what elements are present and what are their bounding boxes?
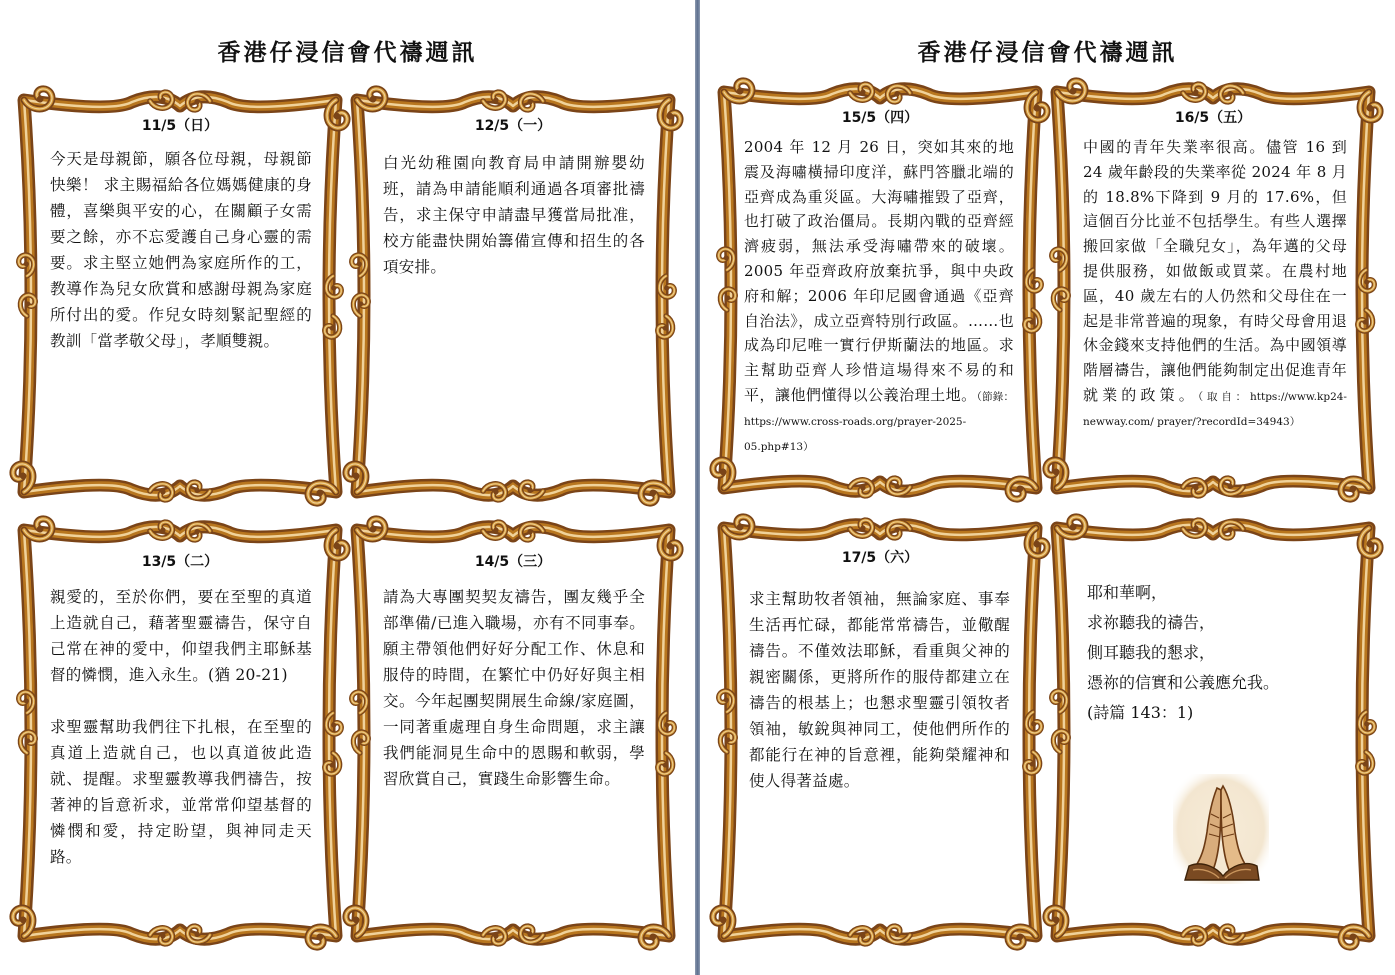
poem-line: 側耳聽我的懇求， <box>1087 643 1216 662</box>
card-paragraph: 親愛的，至於你們，要在至聖的真道上造就自己，藉著聖靈禱告，保守自己常在神的愛中，仰望我們主耶穌基督的憐憫，進入永生。(猶 20-21) <box>50 588 312 684</box>
card-source: （取自：https://www.kp24- newway.com/ prayer/?recordId=34943） <box>1083 390 1347 428</box>
prayer-card-11-5 <box>12 88 348 504</box>
scripture-card <box>1045 516 1381 948</box>
card-body <box>749 586 1010 794</box>
prayer-card-13-5 <box>12 518 348 948</box>
card-source: （節錄：https://www.cross-roads.org/prayer-2025-05.php#13） <box>744 390 1014 453</box>
card-date: 13/5（二） <box>141 554 219 570</box>
card-paragraph <box>744 135 1014 457</box>
praying-hands-icon <box>1173 774 1269 884</box>
prayer-card-12-5 <box>345 88 681 504</box>
card-body <box>50 584 312 870</box>
card-date: 16/5（五） <box>1174 110 1252 126</box>
page-right <box>700 0 1395 975</box>
card-date: 17/5（六） <box>841 550 919 566</box>
scripture-poem <box>1087 578 1279 728</box>
card-body <box>1083 135 1347 433</box>
card-paragraph-text: 中國的青年失業率很高。儘管 16 到 24 歲年齡段的失業率從 2024 年 8 月的 18.8%下降到 9 月的 17.6%，但這個百分比並不包括學生。有些人選擇搬回家做「全職兒女」，為年邁的父母提供服務，如做飯或買菜。在農村地區，40 歲左右的人仍然和父母住在一起是非常普遍的現象，有時父母會用退休金錢來支持他們的生活。為中國領導階層禱告，讓他們能夠制定出促進青年就業的政策。 <box>1083 138 1347 404</box>
card-paragraph <box>1083 135 1347 433</box>
page-left <box>0 0 695 975</box>
prayer-card-17-5 <box>712 516 1048 948</box>
card-date: 12/5（一） <box>474 118 552 134</box>
prayer-card-16-5 <box>1045 80 1381 500</box>
poem-line: 憑祢的信實和公義應允我。 <box>1087 673 1280 692</box>
page-title: 香港仔浸信會代禱週訊 <box>917 39 1178 66</box>
poem-line: 耶和華啊， <box>1087 583 1168 602</box>
card-paragraph: 請為大專團契契友禱告，團友幾乎全部準備/已進入職場，亦有不同事奉。願主帶領他們好好分配工作、休息和服侍的時間，在繁忙中仍好好與主相交。今年起團契開展生命線/家庭圖，一同著重處理自身生命問題，求主讓我們能洞見生命中的恩賜和軟弱，學習欣賞自己，實踐生命影響生命。 <box>383 588 645 788</box>
page-title: 香港仔浸信會代禱週訊 <box>217 39 478 66</box>
card-date: 14/5（三） <box>474 554 552 570</box>
card-paragraph: 今天是母親節，願各位母親，母親節快樂！ 求主賜福給各位媽媽健康的身體，喜樂與平安的心，在關顧子女需要之餘，亦不忘愛護自己身心靈的需要。求主堅立她們為家庭所作的工，教導作為兒女欣賞和感謝母親為家庭所付出的愛。作兒女時刻緊記聖經的教訓「當孝敬父母」，孝順雙親。 <box>50 150 312 350</box>
card-paragraph-text: 2004 年 12 月 26 日，突如其來的地震及海嘯橫掃印度洋，蘇門答臘北端的亞齊成為重災區。大海嘯摧毀了亞齊，也打破了政治僵局。長期內戰的亞齊經濟疲弱，無法承受海嘯帶來的破壞。2005 年亞齊政府放棄抗爭，與中央政府和解；2006 年印尼國會通過《亞齊自治法》，成立亞齊特別行政區。……也成為印尼唯一實行伊斯蘭法的地區。求主幫助亞齊人珍惜這場得來不易的和平，讓他們懂得以公義治理土地。 <box>744 138 1014 404</box>
poem-line: 求祢聽我的禱告， <box>1087 613 1216 632</box>
card-paragraph: 求主幫助牧者領袖，無論家庭、事奉生活再忙碌，都能常常禱告，並儆醒禱告。不僅效法耶穌，看重與父神的親密關係，更將所作的服侍都建立在禱告的根基上；也懇求聖靈引領牧者領袖，敏銳與神同工，使他們所作的都能行在神的旨意裡，能夠榮耀神和使人得著益處。 <box>749 590 1010 790</box>
poem-line: (詩篇 143：1) <box>1087 703 1194 722</box>
card-body <box>383 150 645 280</box>
card-body <box>383 584 645 792</box>
card-body <box>744 135 1014 457</box>
card-body <box>50 146 312 354</box>
prayer-card-15-5 <box>712 80 1048 500</box>
card-date: 11/5（日） <box>141 118 219 134</box>
card-paragraph: 求聖靈幫助我們往下扎根，在至聖的真道上造就自己，也以真道彼此造就、提醒。求聖靈教導我們禱告，按著神的旨意祈求，並常常仰望基督的憐憫和愛，持定盼望，與神同走天路。 <box>50 718 312 866</box>
card-paragraph: 白光幼稚園向教育局申請開辦嬰幼班，請為申請能順利通過各項審批禱告，求主保守申請盡早獲當局批准，校方能盡快開始籌備宣傳和招生的各項安排。 <box>383 154 645 276</box>
prayer-card-14-5 <box>345 518 681 948</box>
card-date: 15/5（四） <box>841 110 919 126</box>
